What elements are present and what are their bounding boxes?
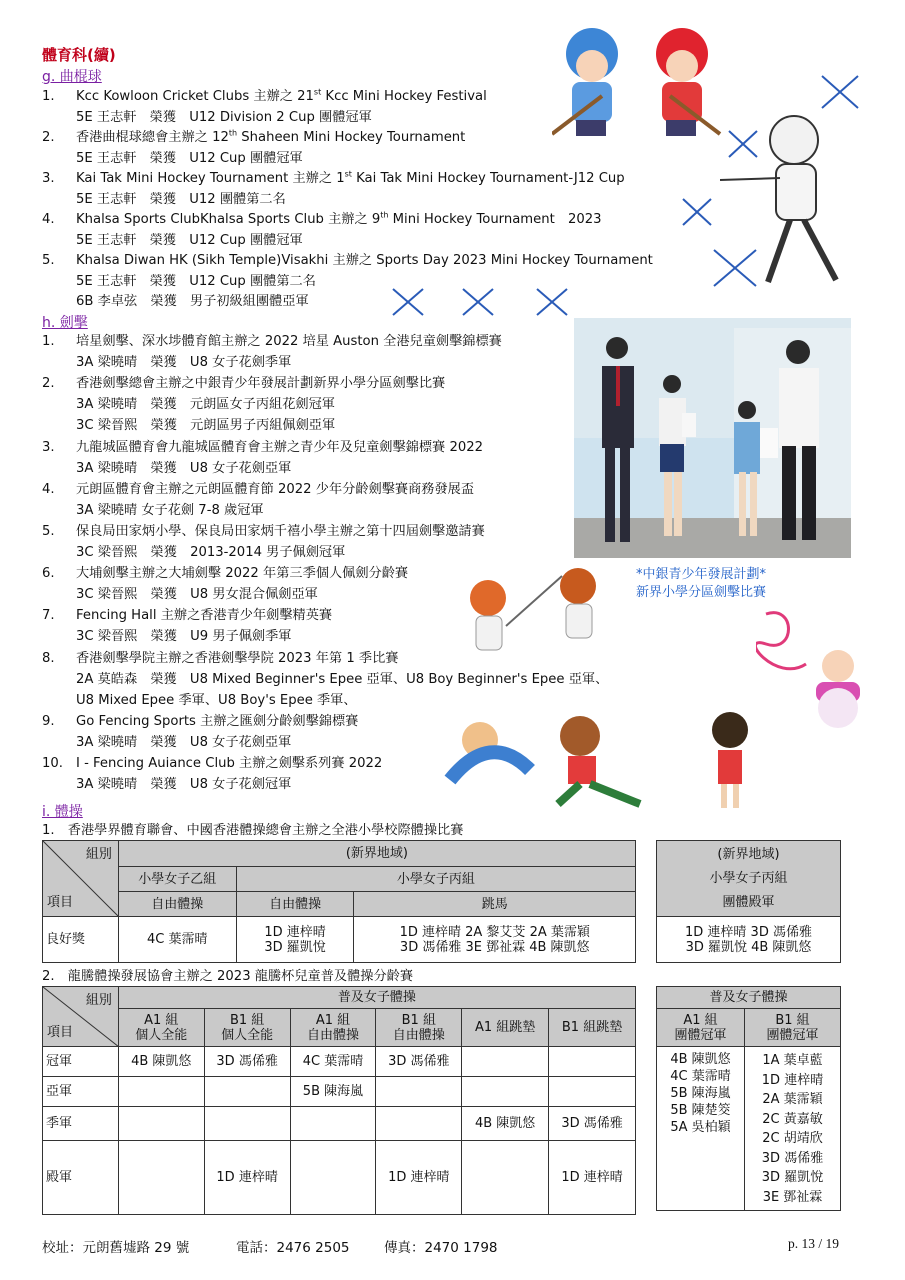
title-ordinal: st — [344, 169, 352, 179]
title-ordinal: th — [228, 128, 238, 138]
table-row — [43, 1141, 636, 1215]
table-cell — [290, 1141, 376, 1215]
gym-item-2-title: 2. 龍騰體操發展協會主辦之 2023 龍騰杯兒童普及體操分齡賽 — [42, 969, 414, 984]
table-cell — [290, 1107, 376, 1141]
table-cell — [462, 1047, 549, 1077]
table-row — [43, 1047, 636, 1077]
table-header: 跳馬 — [354, 892, 636, 917]
fencing-item-title: 元朗區體育會主辦之元朗區體育節 2022 少年分齡劍擊賽商務發展盃 — [76, 481, 475, 497]
team-member: 3D 羅凱悅 — [761, 1170, 824, 1185]
hockey-item-title — [76, 170, 625, 188]
table-cell — [549, 1077, 636, 1107]
photo-caption-line-2: 新界小學分區劍擊比賽 — [636, 585, 767, 600]
table-header: (新界地域) — [118, 841, 635, 867]
corner-bottom-label: 項目 — [47, 895, 74, 910]
table-cell: 4C 葉霈晴 — [290, 1047, 376, 1077]
corner-bottom-label: 項目 — [47, 1025, 74, 1040]
hockey-item-title — [76, 129, 465, 147]
title-text: Khalsa Diwan HK (Sikh Temple)Visakhi 主辦之 Sports Day 2023 Mini Hockey Tournament — [76, 253, 653, 268]
corner-top-label: 組別 — [85, 847, 112, 862]
table-header: 小學女子丙組 — [236, 867, 635, 892]
fencing-item-number: 5. — [42, 523, 55, 539]
title-text: Khalsa Sports ClubKhalsa Sports Club 主辦之 9 — [76, 212, 381, 227]
team-member: 1D 連梓晴 — [761, 1072, 824, 1088]
row-label: 殿軍 — [43, 1141, 119, 1215]
page-title: 體育科(續) — [42, 46, 116, 64]
row-label: 良好獎 — [43, 917, 119, 963]
hockey-item-title — [76, 88, 487, 106]
row-label: 季軍 — [43, 1107, 119, 1141]
award-line: 3C 梁晉熙 榮獲 U9 男子佩劍季軍 — [76, 629, 292, 645]
table-cell: 4C 葉霈晴 — [118, 917, 236, 963]
award-line: 5E 王志軒 榮獲 U12 Division 2 Cup 團體冠軍 — [76, 109, 372, 125]
cell-line: 3D 馮俙雅 3E 鄧祉霖 4B 陳凱悠 — [399, 939, 590, 955]
hockey-item-title — [76, 252, 653, 270]
hockey-item-number: 2. — [42, 130, 55, 145]
award-line: 3C 梁晉熙 榮獲 2013-2014 男子佩劍冠軍 — [76, 545, 346, 560]
fencing-item-title: 香港劍擊學院主辦之香港劍擊學院 2023 年第 1 季比賽 — [76, 650, 399, 666]
hockey-item-number: 5. — [42, 253, 55, 268]
table-cell — [204, 1077, 290, 1107]
team-member: 4C 葉霈晴 — [670, 1069, 731, 1084]
award-line: 3A 梁曉晴 榮獲 U8 女子花劍冠軍 — [76, 777, 292, 793]
team-member: 5A 吳柏穎 — [670, 1120, 731, 1135]
table-header: B1 組 團體冠軍 — [745, 1009, 841, 1047]
table-cell: 1D 連梓晴 — [376, 1141, 462, 1215]
fencing-item-title: I - Fencing Auiance Club 主辦之劍擊系列賽 2022 — [76, 756, 383, 771]
fencing-item-number: 4. — [42, 481, 55, 497]
team-member: 3E 鄧祉霖 — [762, 1189, 823, 1205]
title-text: Kcc Kowloon Cricket Clubs 主辦之 21 — [76, 89, 314, 104]
table-cell — [376, 1077, 462, 1107]
team-member: 3D 馮俙雅 — [761, 1150, 824, 1166]
section-heading-hockey: g. 曲棍球 — [42, 69, 102, 85]
table-corner — [43, 987, 119, 1047]
team-member: 4B 陳凱悠 — [670, 1052, 731, 1067]
table-cell — [118, 1141, 204, 1215]
title-ordinal: st — [313, 87, 322, 97]
table-cell — [376, 1107, 462, 1141]
fencing-award-photo — [574, 318, 851, 558]
header-line: 團體殿軍 — [722, 894, 775, 910]
fencing-item-title: Go Fencing Sports 主辦之匯劍分齡劍擊錦標賽 — [76, 713, 359, 729]
table-cell: 1D 連梓晴 — [204, 1141, 290, 1215]
award-line: 3A 梁曉晴 榮獲 U8 女子花劍亞軍 — [76, 460, 292, 476]
table-cell: 4B 陳凱悠 — [118, 1047, 204, 1077]
team-member: 5B 陳海嵐 — [670, 1086, 731, 1101]
award-line: 5E 王志軒 榮獲 U12 Cup 團體冠軍 — [76, 232, 303, 248]
section-heading-fencing: h. 劍擊 — [42, 315, 88, 331]
fencing-item-title: 九龍城區體育會九龍城區體育會主辦之青少年及兒童劍擊錦標賽 2022 — [76, 439, 484, 455]
table-cell: 1D 連梓晴 — [549, 1141, 636, 1215]
table-header: 普及女子體操 — [657, 987, 841, 1009]
team-list-a — [657, 1047, 745, 1211]
cell-line: 3D 羅凱悅 4B 陳凱悠 — [685, 939, 812, 955]
gym-table-1 — [42, 840, 636, 963]
title-text: Kai Tak Mini Hockey Tournament-J12 Cup — [351, 171, 625, 186]
table-cell — [236, 917, 354, 963]
award-line: 6B 李卓弦 榮獲 男子初級組團體亞軍 — [76, 294, 309, 309]
table-header: 自由體操 — [118, 892, 236, 917]
fencing-item-title: 培星劍擊、深水埗體育館主辦之 2022 培星 Auston 全港兒童劍擊錦標賽 — [76, 334, 502, 349]
crossed-swords-icon — [460, 286, 496, 322]
crossed-swords-icon — [710, 246, 760, 294]
table-cell — [354, 917, 636, 963]
header-line: 小學女子丙組 — [709, 870, 788, 886]
table-cell: 3D 馮俙雅 — [204, 1047, 290, 1077]
award-line: 3A 梁曉晴 女子花劍 7-8 歲冠軍 — [76, 502, 264, 518]
gym-table-2 — [42, 986, 636, 1215]
fencing-item-number: 6. — [42, 566, 55, 582]
footer-page-number: p. 13 / 19 — [788, 1236, 840, 1251]
fencing-item-number: 10. — [42, 756, 63, 771]
table-cell — [118, 1077, 204, 1107]
award-line: 3A 梁曉晴 榮獲 U8 女子花劍季軍 — [76, 355, 292, 371]
crossed-swords-icon — [818, 72, 862, 116]
kids-fencing-illustration — [458, 566, 608, 670]
award-line: U8 Mixed Epee 季軍、U8 Boy's Epee 季軍、 — [76, 692, 357, 708]
fencing-item-number: 7. — [42, 608, 55, 624]
table-header: B1 組跳墊 — [549, 1009, 636, 1047]
fencing-item-title: 保良局田家炳小學、保良局田家炳千禧小學主辦之第十四屆劍擊邀請賽 — [76, 523, 485, 539]
table-header — [657, 841, 841, 917]
gym-table-2-team — [656, 986, 841, 1211]
fencing-item-title: 香港劍擊總會主辦之中銀青少年發展計劃新界小學分區劍擊比賽 — [76, 376, 446, 392]
fencing-item-number: 8. — [42, 650, 55, 666]
gym-table-1-team — [656, 840, 841, 963]
row-label: 亞軍 — [43, 1077, 119, 1107]
cell-line: 1D 連梓晴 2A 黎艾芠 2A 葉霈穎 — [399, 924, 590, 940]
table-header: 普及女子體操 — [118, 987, 635, 1009]
table-cell: 4B 陳凱悠 — [462, 1107, 549, 1141]
team-member: 1A 葉卓藍 — [762, 1053, 823, 1068]
fencing-item-title: 大埔劍擊主辦之大埔劍擊 2022 年第三季個人佩劍分齡賽 — [76, 566, 409, 582]
table-header: A1 組 團體冠軍 — [657, 1009, 745, 1047]
team-list-b — [745, 1047, 841, 1211]
title-ordinal: th — [380, 210, 389, 220]
table-cell: 3D 馮俙雅 — [376, 1047, 462, 1077]
fencing-item-number: 9. — [42, 713, 55, 729]
crossed-swords-icon — [726, 128, 760, 164]
photo-caption-line-1: *中銀青少年發展計劃* — [636, 567, 767, 582]
hockey-item-number: 4. — [42, 212, 55, 227]
header-line: (新界地域) — [717, 846, 780, 862]
award-line: 5E 王志軒 榮獲 U12 Cup 團體第二名 — [76, 273, 316, 289]
award-line: 3C 梁晉熙 榮獲 元朗區男子丙組佩劍亞軍 — [76, 418, 336, 434]
table-header: A1 組 自由體操 — [290, 1009, 376, 1047]
table-row — [43, 1077, 636, 1107]
hockey-item-number: 3. — [42, 171, 55, 186]
crossed-swords-icon — [680, 196, 714, 232]
fencing-item-number: 2. — [42, 376, 55, 392]
crossed-swords-icon — [390, 286, 426, 322]
table-header: A1 組 個人全能 — [118, 1009, 204, 1047]
gym-item-1-title: 1. 香港學界體育聯會、中國香港體操總會主辦之全港小學校際體操比賽 — [42, 823, 464, 838]
footer-phone: 電話：2476 2505 — [236, 1240, 350, 1256]
title-text: Kcc Mini Hockey Festival — [321, 89, 487, 104]
table-header: 自由體操 — [236, 892, 354, 917]
table-cell — [657, 917, 841, 963]
title-text: Mini Hockey Tournament 2023 — [388, 212, 602, 227]
hockey-item-title — [76, 211, 602, 229]
photo-caption — [636, 566, 766, 602]
award-line: 3A 梁曉晴 榮獲 元朗區女子丙組花劍冠軍 — [76, 397, 335, 413]
fencing-item-number: 1. — [42, 334, 55, 349]
table-cell: 5B 陳海嵐 — [290, 1077, 376, 1107]
award-line: 5E 王志軒 榮獲 U12 團體第二名 — [76, 191, 286, 207]
cell-line: 1D 連梓晴 — [264, 924, 326, 940]
table-header: B1 組 個人全能 — [204, 1009, 290, 1047]
row-label: 冠軍 — [43, 1047, 119, 1077]
fencing-item-title: Fencing Hall 主辦之香港青少年劍擊精英賽 — [76, 608, 333, 624]
team-member: 2C 黃嘉敏 — [762, 1111, 823, 1127]
section-heading-gymnastics: i. 體操 — [42, 804, 83, 820]
crossed-swords-icon — [534, 286, 570, 322]
hockey-kids-illustration — [552, 24, 722, 158]
table-row — [43, 1107, 636, 1141]
title-text: Shaheen Mini Hockey Tournament — [237, 130, 466, 145]
table-cell — [204, 1107, 290, 1141]
kids-exercise-illustration — [440, 700, 780, 814]
team-member: 2A 葉霈穎 — [762, 1092, 823, 1107]
award-line: 3A 梁曉晴 榮獲 U8 女子花劍亞軍 — [76, 734, 292, 750]
corner-top-label: 組別 — [85, 993, 112, 1008]
hockey-item-number: 1. — [42, 89, 55, 104]
table-cell — [549, 1047, 636, 1077]
footer-fax: 傳真：2470 1798 — [384, 1240, 498, 1256]
table-cell — [118, 1107, 204, 1141]
table-corner — [43, 841, 119, 917]
table-cell — [462, 1077, 549, 1107]
award-line: 5E 王志軒 榮獲 U12 Cup 團體冠軍 — [76, 150, 303, 166]
table-header: A1 組跳墊 — [462, 1009, 549, 1047]
team-member: 5B 陳楚筊 — [670, 1103, 731, 1118]
title-text: 香港曲棍球總會主辦之 12 — [76, 130, 229, 145]
table-cell: 3D 馮俙雅 — [549, 1107, 636, 1141]
award-line: 2A 莫皓森 榮獲 U8 Mixed Beginner's Epee 亞軍、U8 Boy Beginner's Epee 亞軍、 — [76, 671, 609, 687]
cell-line: 3D 羅凱悅 — [264, 939, 326, 955]
table-header: B1 組 自由體操 — [376, 1009, 462, 1047]
award-line: 3C 梁晉熙 榮獲 U8 男女混合佩劍亞軍 — [76, 587, 318, 603]
fencing-item-number: 3. — [42, 439, 55, 455]
title-text: Kai Tak Mini Hockey Tournament 主辦之 1 — [76, 171, 345, 186]
cell-line: 1D 連梓晴 3D 馮俙雅 — [685, 924, 812, 940]
footer-address: 校址：元朗舊墟路 29 號 — [42, 1240, 190, 1256]
team-member: 2C 胡靖欣 — [762, 1131, 823, 1146]
table-header: 小學女子乙組 — [118, 867, 236, 892]
table-cell — [462, 1141, 549, 1215]
